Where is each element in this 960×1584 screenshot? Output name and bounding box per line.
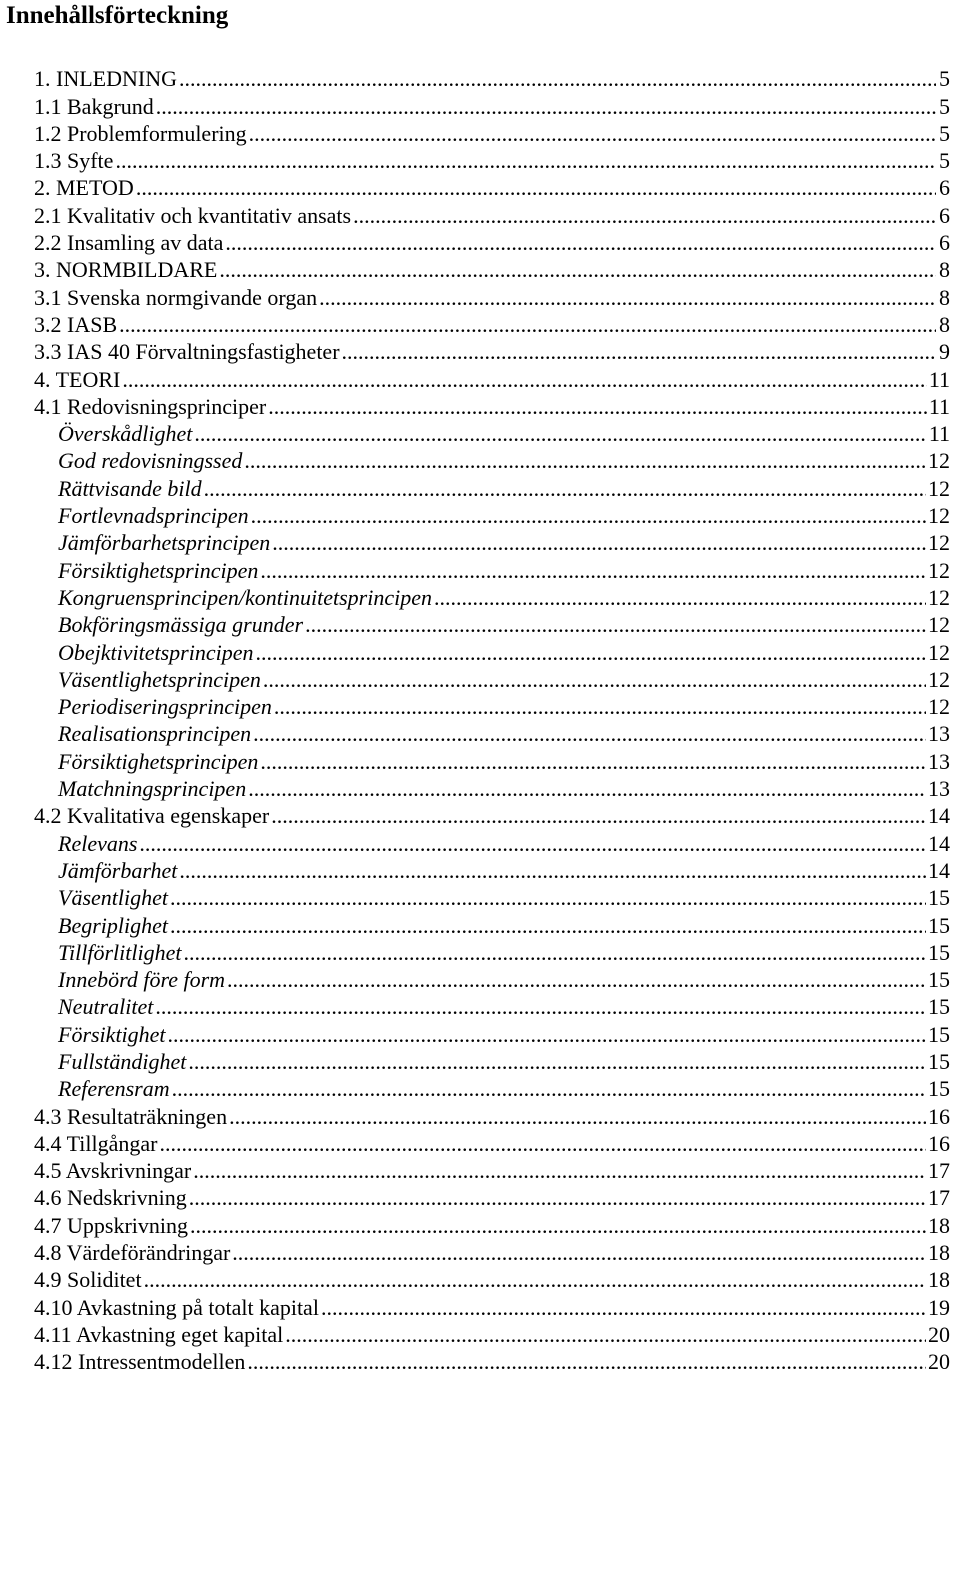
toc-page-number[interactable]: 17 [928,1158,950,1184]
toc-page-number[interactable]: 11 [928,393,950,419]
dot-leader [155,995,926,1019]
toc-page-number[interactable]: 15 [928,912,950,938]
dot-leader [229,1105,926,1129]
toc-page-number[interactable]: 5 [939,148,950,174]
toc-entry[interactable] [0,419,960,446]
toc-entry[interactable] [0,1320,960,1347]
dot-leader [285,1323,926,1347]
toc-entry[interactable] [0,173,960,200]
toc-page-number[interactable]: 20 [928,1321,950,1347]
toc-entry[interactable] [0,473,960,500]
toc-page-number[interactable]: 18 [928,1212,950,1238]
toc-entry[interactable] [0,1074,960,1101]
toc-entry-text[interactable]: 3.1 Svenska normgivande organ [34,284,318,310]
toc-entry-text[interactable]: Fullständighet [58,1048,187,1074]
toc-entry-text[interactable]: 4.12 Intressentmodellen [34,1349,246,1375]
toc-entry[interactable] [0,446,960,473]
toc-page-number[interactable]: 19 [928,1294,950,1320]
toc-entry-text[interactable]: 4.10 Avkastning på totalt kapital [34,1294,319,1320]
toc-page-number[interactable]: 8 [939,284,950,310]
toc-entry[interactable] [0,1129,960,1156]
toc-entry[interactable] [0,501,960,528]
toc-page-number[interactable]: 15 [928,1076,950,1102]
dot-leader [204,477,926,501]
toc-entry-text[interactable]: Väsentlighet [58,885,168,911]
toc-entry[interactable] [0,801,960,828]
dot-leader [179,67,936,91]
dot-leader [159,1132,926,1156]
toc-page-number[interactable]: 6 [939,175,950,201]
toc-entry-text[interactable]: Väsentlighetsprincipen [58,666,261,692]
dot-leader [248,777,926,801]
dot-leader [434,586,926,610]
toc-entry[interactable] [0,528,960,555]
toc-entry[interactable] [0,200,960,227]
toc-page-number[interactable]: 14 [928,857,950,883]
toc-entry-text[interactable]: Jämförbarhetsprincipen [58,530,271,556]
toc-entry-text[interactable]: 2.2 Insamling av data [34,230,224,256]
dot-leader [170,886,926,910]
toc-entry-text[interactable]: Begriplighet [58,912,168,938]
toc-entry[interactable] [0,665,960,692]
toc-page-number[interactable]: 11 [928,421,950,447]
toc-page-number[interactable]: 16 [928,1130,950,1156]
dot-leader [194,422,926,446]
toc-entry-text[interactable]: God redovisningssed [58,448,243,474]
toc-page-number[interactable]: 8 [939,311,950,337]
toc-page-number[interactable]: 12 [928,503,950,529]
toc-entry[interactable] [0,1101,960,1128]
dot-leader [249,122,936,146]
toc-page-number[interactable]: 14 [928,830,950,856]
toc-entry[interactable] [0,1019,960,1046]
toc-entry-text[interactable]: Innebörd före form [58,967,226,993]
toc-entry-text[interactable]: 3.3 IAS 40 Förvaltningsfastigheter [34,339,340,365]
dot-leader [274,695,926,719]
dot-leader [188,1050,926,1074]
toc-entry[interactable] [0,828,960,855]
toc-entry-text[interactable]: 4.3 Resultaträkningen [34,1103,228,1129]
toc-entry-text[interactable]: 3. NORMBILDARE [34,257,218,283]
toc-entry-text[interactable]: Fortlevnadsprincipen [58,503,249,529]
toc-entry-text[interactable]: Tillförlitlighet [58,939,182,965]
toc-entry-text[interactable]: 4.4 Tillgångar [34,1130,158,1156]
toc-entry-text[interactable]: 4.1 Redovisningsprinciper [34,393,267,419]
toc-entry-text[interactable]: Referensram [58,1076,170,1102]
toc-page-number[interactable]: 12 [928,448,950,474]
dot-leader [271,804,926,828]
toc-page-number[interactable]: 13 [928,776,950,802]
dot-leader [168,1023,926,1047]
toc-entry[interactable] [0,583,960,610]
toc-page-number[interactable]: 14 [928,803,950,829]
dot-leader [183,941,926,965]
toc-entry[interactable] [0,337,960,364]
toc-page-number[interactable]: 9 [939,339,950,365]
dot-leader [144,1268,926,1292]
toc-page-number[interactable]: 5 [939,120,950,146]
toc-page-number[interactable]: 12 [928,557,950,583]
toc-entry[interactable] [0,364,960,391]
toc-entry[interactable] [0,1183,960,1210]
dot-leader [251,504,926,528]
dot-leader [321,1296,926,1320]
dot-leader [179,859,926,883]
toc-entry[interactable] [0,1210,960,1237]
toc-entry-text[interactable]: 4.9 Soliditet [34,1267,142,1293]
dot-leader [136,176,936,200]
toc-page-number[interactable]: 8 [939,257,950,283]
toc-entry-text[interactable]: Kongruensprincipen/kontinuitetsprincipen [58,584,432,610]
toc-page-number[interactable]: 5 [939,93,950,119]
toc-entry[interactable] [0,746,960,773]
toc-page-number[interactable]: 15 [928,885,950,911]
dot-leader [353,204,936,228]
toc-entry[interactable] [0,392,960,419]
toc-entry[interactable] [0,1156,960,1183]
toc-page-number[interactable]: 15 [928,939,950,965]
toc-entry[interactable] [0,965,960,992]
toc-entry-text[interactable]: 4. TEORI [34,366,121,392]
dot-leader [319,286,936,310]
toc-page-number[interactable]: 6 [939,230,950,256]
toc-page-number[interactable]: 6 [939,202,950,228]
toc-title: Innehållsförteckning [6,2,229,29]
dot-leader [244,449,926,473]
toc-page-number[interactable]: 18 [928,1267,950,1293]
dot-leader [119,313,936,337]
toc-entry[interactable] [0,719,960,746]
toc-entry[interactable] [0,883,960,910]
dot-leader [115,149,936,173]
toc-page-number[interactable]: 12 [928,584,950,610]
toc-page-number[interactable]: 15 [928,994,950,1020]
toc-entry-text[interactable]: Relevans [58,830,138,856]
toc-page-number[interactable]: 13 [928,721,950,747]
dot-leader [227,968,926,992]
dot-leader [139,832,926,856]
dot-leader [268,395,927,419]
toc-entry-text[interactable]: Jämförbarhet [58,857,178,883]
toc-entry-text[interactable]: Periodiseringsprincipen [58,694,272,720]
toc-entry-text[interactable]: Bokföringsmässiga grunder [58,612,304,638]
toc-page-number[interactable]: 13 [928,748,950,774]
dot-leader [172,1077,926,1101]
toc-entry[interactable] [0,938,960,965]
toc-entry-text[interactable]: Matchningsprincipen [58,776,247,802]
dot-leader [247,1350,926,1374]
toc-entry[interactable] [0,228,960,255]
toc-entry[interactable] [0,255,960,282]
toc-entry[interactable] [0,64,960,91]
dot-leader [260,559,926,583]
toc-entry[interactable] [0,774,960,801]
toc-entry-text[interactable]: 4.7 Uppskrivning [34,1212,188,1238]
toc-entry[interactable] [0,310,960,337]
toc-entry[interactable] [0,1292,960,1319]
dot-leader [193,1159,926,1183]
toc-entry-text[interactable]: 4.6 Nedskrivning [34,1185,187,1211]
toc-entry-text[interactable]: 4.8 Värdeförändringar [34,1240,231,1266]
toc-page-number[interactable]: 12 [928,475,950,501]
toc-entry[interactable] [0,856,960,883]
toc-page-number[interactable]: 17 [928,1185,950,1211]
dot-leader [253,722,926,746]
toc-entry[interactable] [0,610,960,637]
dot-leader [122,368,926,392]
toc-entry-text[interactable]: 1.2 Problemformulering [34,120,247,146]
toc-entry[interactable] [0,1347,960,1374]
toc-entry[interactable] [0,910,960,937]
toc-page-number[interactable]: 18 [928,1240,950,1266]
toc-page-number[interactable]: 15 [928,1021,950,1047]
dot-leader [219,258,936,282]
toc-page-number[interactable]: 12 [928,694,950,720]
toc-page-number[interactable]: 12 [928,530,950,556]
toc-entry[interactable] [0,119,960,146]
toc-entry-text[interactable]: 2. METOD [34,175,134,201]
toc-entry-text[interactable]: 1.1 Bakgrund [34,93,154,119]
dot-leader [189,1186,926,1210]
dot-leader [272,531,926,555]
dot-leader [260,750,926,774]
toc-entry-text[interactable]: Obejktivitetsprincipen [58,639,254,665]
dot-leader [342,340,936,364]
dot-leader [170,914,926,938]
toc-entry-text[interactable]: 4.11 Avkastning eget kapital [34,1321,284,1347]
toc-entry[interactable] [0,555,960,582]
toc-page-number[interactable]: 5 [939,66,950,92]
toc-entry[interactable] [0,637,960,664]
toc-entry-text[interactable]: 4.5 Avskrivningar [34,1158,192,1184]
toc-entry[interactable] [0,1238,960,1265]
dot-leader [232,1241,926,1265]
toc-page-number[interactable]: 12 [928,639,950,665]
toc-entry-text[interactable]: Realisationsprincipen [58,721,252,747]
dot-leader [225,231,936,255]
toc-entry-text[interactable]: Försiktighet [58,1021,166,1047]
toc-list [0,64,960,1374]
toc-entry-text[interactable]: 4.2 Kvalitativa egenskaper [34,803,270,829]
dot-leader [256,641,927,665]
toc-entry[interactable] [0,1265,960,1292]
dot-leader [305,613,926,637]
toc-entry[interactable] [0,1047,960,1074]
toc-page-number[interactable]: 15 [928,1048,950,1074]
toc-entry[interactable] [0,992,960,1019]
toc-entry-text[interactable]: 1. INLEDNING [34,66,177,92]
toc-entry[interactable] [0,282,960,309]
toc-page-number[interactable]: 12 [928,612,950,638]
toc-entry-text[interactable]: 3.2 IASB [34,311,118,337]
toc-page-number[interactable]: 11 [928,366,950,392]
toc-page-number[interactable]: 12 [928,666,950,692]
dot-leader [190,1214,926,1238]
toc-page-number[interactable]: 20 [928,1349,950,1375]
toc-page-number[interactable]: 15 [928,967,950,993]
toc-entry[interactable] [0,91,960,118]
dot-leader [156,95,936,119]
toc-entry-text[interactable]: 2.1 Kvalitativ och kvantitativ ansats [34,202,352,228]
toc-page-number[interactable]: 16 [928,1103,950,1129]
toc-entry-text[interactable]: Försiktighetsprincipen [58,748,259,774]
toc-entry-text[interactable]: 1.3 Syfte [34,148,114,174]
toc-entry-text[interactable]: Rättvisande bild [58,475,202,501]
toc-entry[interactable] [0,692,960,719]
toc-entry[interactable] [0,146,960,173]
toc-entry-text[interactable]: Neutralitet [58,994,154,1020]
toc-entry-text[interactable]: Överskådlighet [58,421,193,447]
dot-leader [263,668,926,692]
toc-entry-text[interactable]: Försiktighetsprincipen [58,557,259,583]
